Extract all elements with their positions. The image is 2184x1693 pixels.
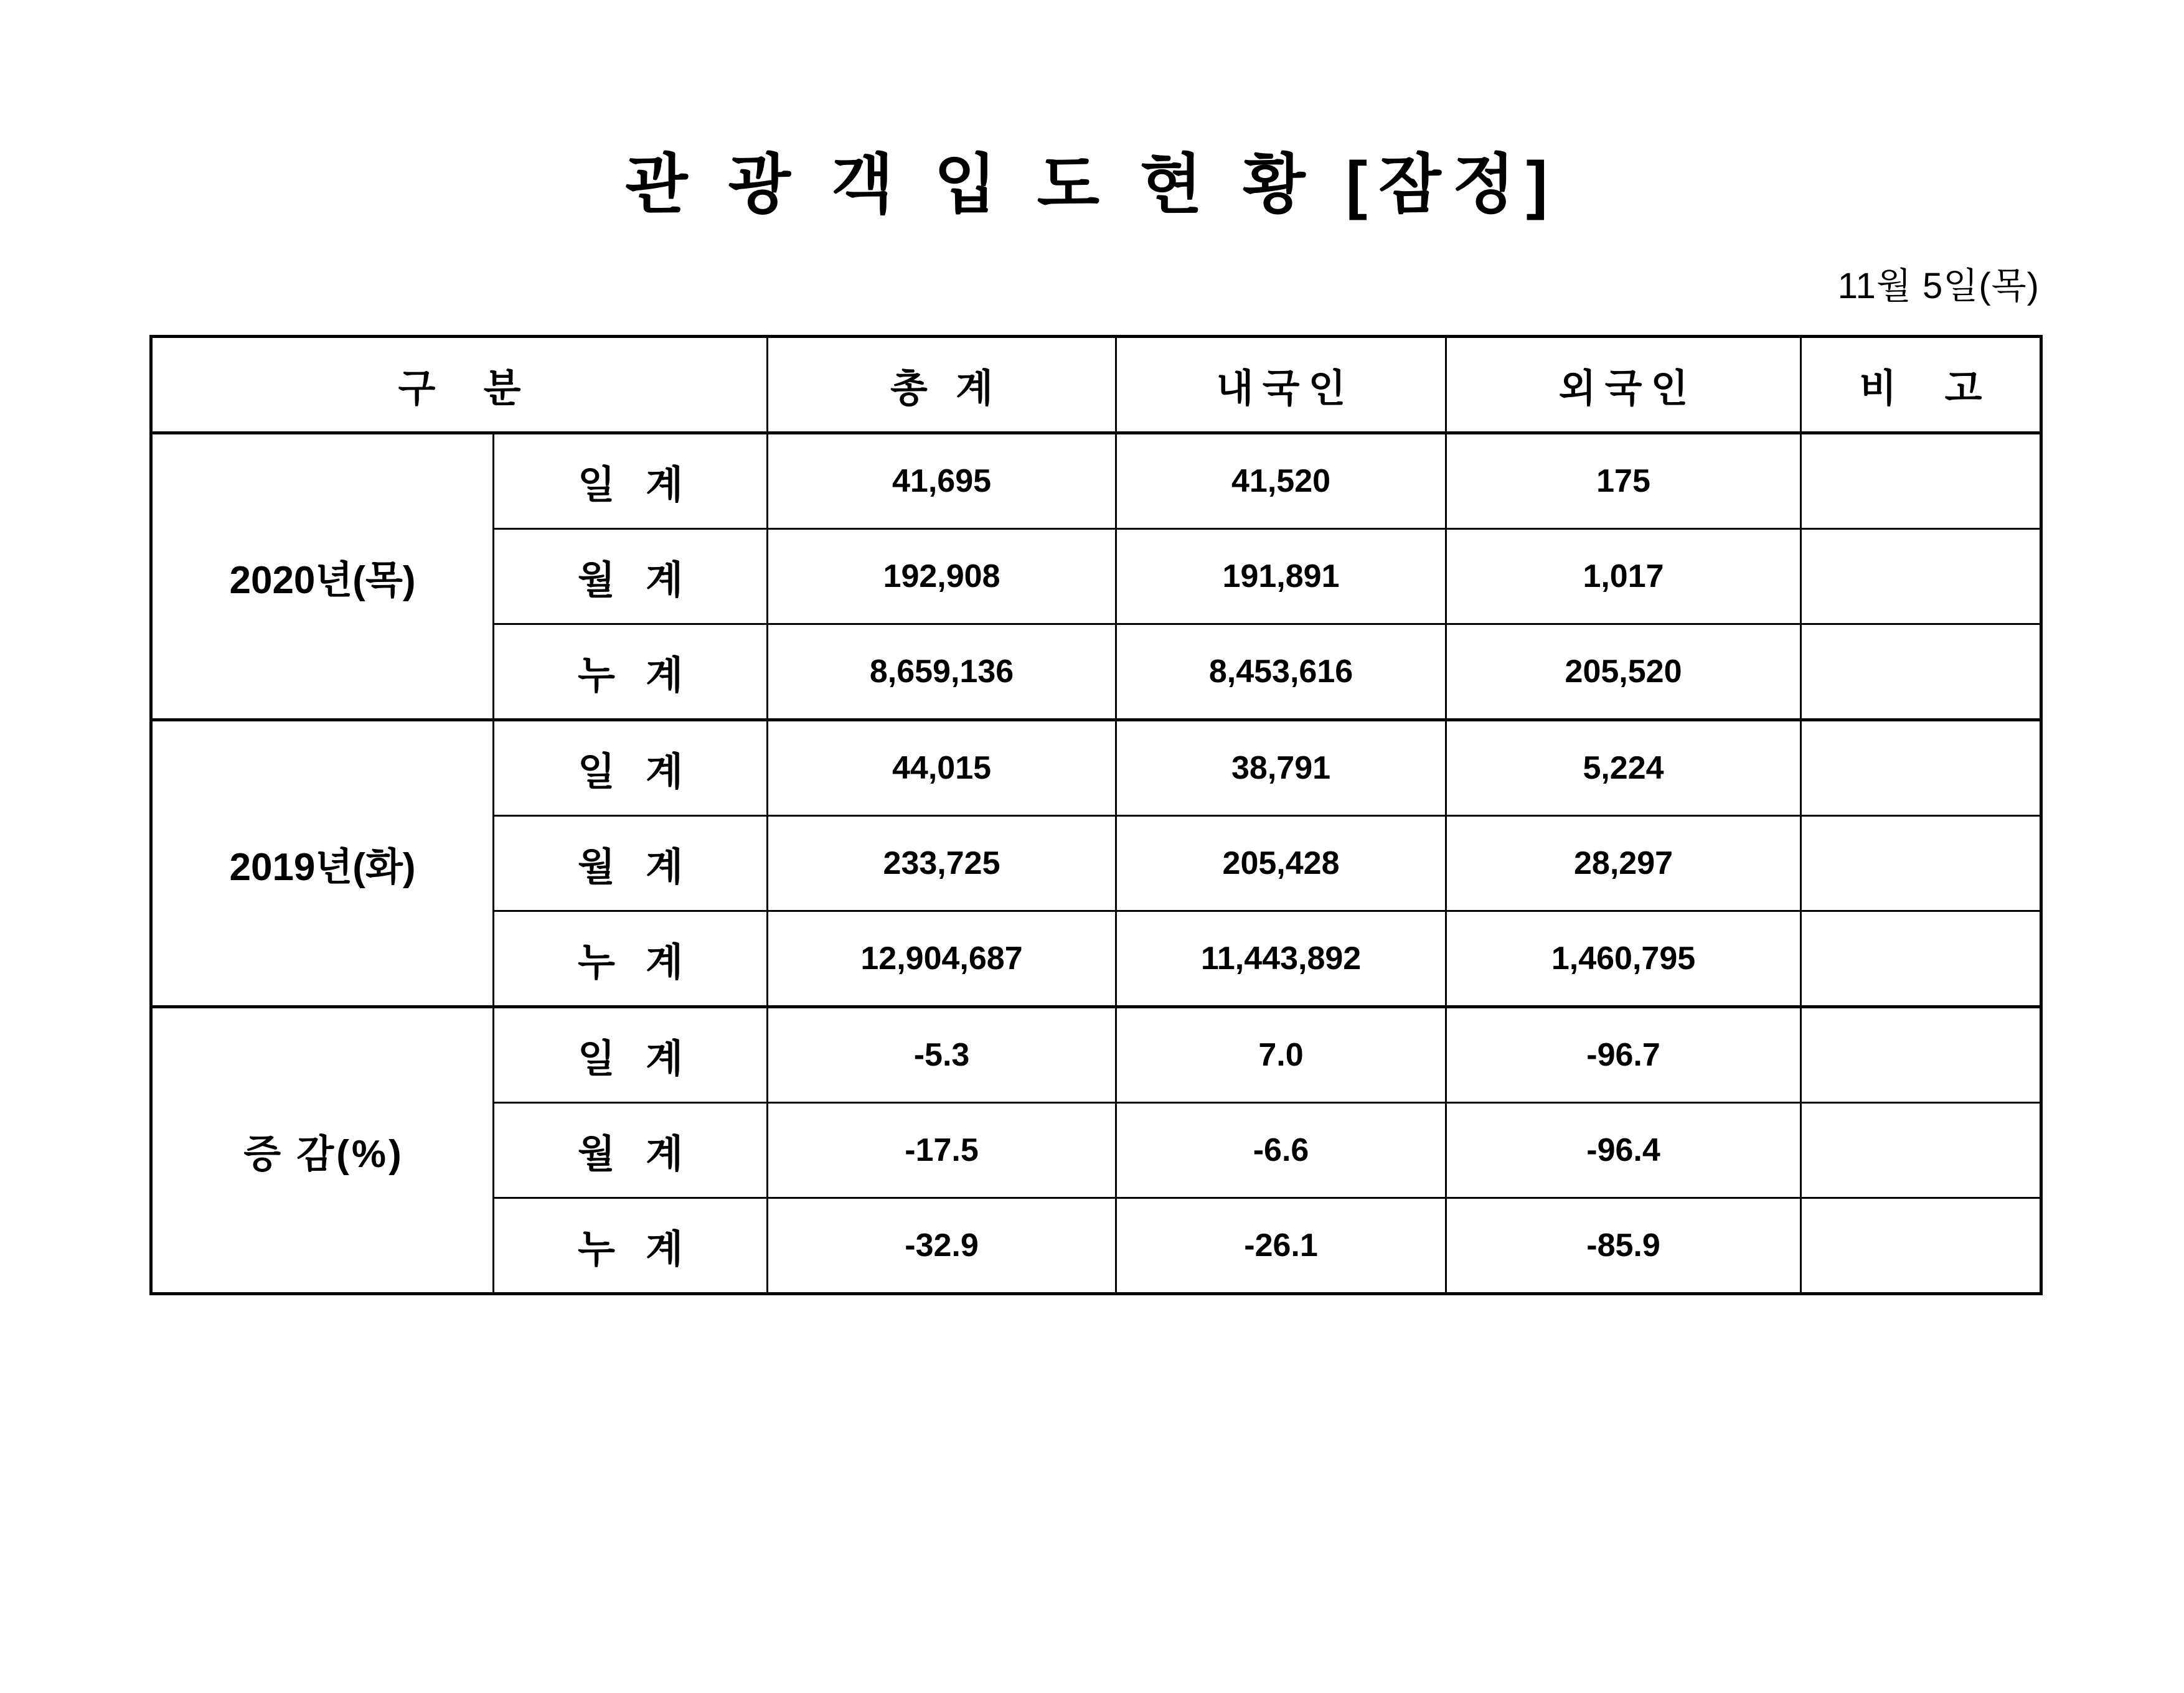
- cell-foreign: 28,297: [1446, 816, 1801, 911]
- cell-foreign: 1,017: [1446, 529, 1801, 624]
- cell-note: [1801, 1103, 2041, 1198]
- cell-domestic: 11,443,892: [1116, 911, 1446, 1007]
- cell-total: 8,659,136: [768, 624, 1116, 720]
- cell-total: 41,695: [768, 433, 1116, 529]
- table-row: [151, 1007, 2041, 1103]
- row-label: 누 계: [494, 624, 768, 720]
- document-page: [0, 149, 2184, 1693]
- cell-total: -17.5: [768, 1103, 1116, 1198]
- cell-note: [1801, 624, 2041, 720]
- row-label: 일 계: [494, 1007, 768, 1103]
- column-header-foreign: 외국인: [1446, 337, 1801, 433]
- cell-domestic: -26.1: [1116, 1198, 1446, 1294]
- row-label: 누 계: [494, 911, 768, 1007]
- cell-foreign: -96.4: [1446, 1103, 1801, 1198]
- cell-domestic: 41,520: [1116, 433, 1446, 529]
- cell-foreign: 205,520: [1446, 624, 1801, 720]
- column-header-gubun: 구 분: [151, 337, 768, 433]
- cell-foreign: -85.9: [1446, 1198, 1801, 1294]
- cell-foreign: 175: [1446, 433, 1801, 529]
- row-label: 일 계: [494, 433, 768, 529]
- cell-note: [1801, 529, 2041, 624]
- cell-total: 44,015: [768, 720, 1116, 816]
- column-header-domestic: 내국인: [1116, 337, 1446, 433]
- group-label-2020: 2020년(목): [151, 433, 494, 720]
- row-label: 월 계: [494, 529, 768, 624]
- table-header: [151, 337, 2041, 433]
- group-label-change: 증 감(%): [151, 1007, 494, 1294]
- cell-domestic: 191,891: [1116, 529, 1446, 624]
- cell-total: 233,725: [768, 816, 1116, 911]
- table-body: [151, 433, 2041, 1294]
- cell-domestic: 7.0: [1116, 1007, 1446, 1103]
- table-row: [151, 720, 2041, 816]
- cell-domestic: 205,428: [1116, 816, 1446, 911]
- cell-note: [1801, 911, 2041, 1007]
- cell-note: [1801, 433, 2041, 529]
- column-header-note: 비 고: [1801, 337, 2041, 433]
- row-label: 월 계: [494, 1103, 768, 1198]
- table-row: [151, 433, 2041, 529]
- cell-total: 12,904,687: [768, 911, 1116, 1007]
- cell-foreign: -96.7: [1446, 1007, 1801, 1103]
- cell-note: [1801, 720, 2041, 816]
- cell-total: 192,908: [768, 529, 1116, 624]
- column-header-total: 총 계: [768, 337, 1116, 433]
- cell-note: [1801, 1198, 2041, 1294]
- cell-note: [1801, 1007, 2041, 1103]
- table-header-row: [151, 337, 2041, 433]
- cell-note: [1801, 816, 2041, 911]
- group-label-2019: 2019년(화): [151, 720, 494, 1007]
- cell-foreign: 1,460,795: [1446, 911, 1801, 1007]
- table-container: [0, 335, 2184, 1295]
- row-label: 누 계: [494, 1198, 768, 1294]
- cell-total: -5.3: [768, 1007, 1116, 1103]
- row-label: 월 계: [494, 816, 768, 911]
- cell-domestic: 8,453,616: [1116, 624, 1446, 720]
- cell-foreign: 5,224: [1446, 720, 1801, 816]
- tourist-arrivals-table: [149, 335, 2043, 1295]
- cell-domestic: 38,791: [1116, 720, 1446, 816]
- report-date: 11월 5일(목): [1837, 266, 2040, 307]
- row-label: 일 계: [494, 720, 768, 816]
- page-title: 관 광 객 입 도 현 황 [잠정]: [625, 149, 1559, 221]
- cell-total: -32.9: [768, 1198, 1116, 1294]
- cell-domestic: -6.6: [1116, 1103, 1446, 1198]
